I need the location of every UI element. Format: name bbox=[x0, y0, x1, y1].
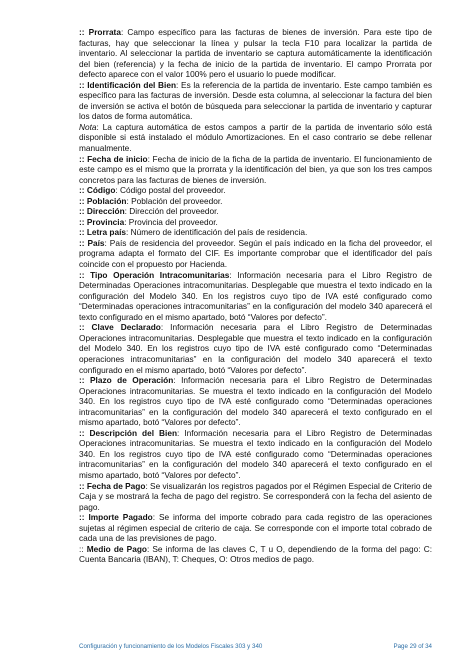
paragraph-descripcion-bien bbox=[79, 428, 432, 481]
paragraph-prorrata bbox=[79, 27, 432, 80]
desc-letra-pais: : Número de identificación del país de residencia. bbox=[126, 227, 308, 238]
footer-document-title: Configuración y funcionamiento de los Modelos Fiscales 303 y 340 bbox=[79, 643, 263, 650]
paragraph-tipo-operacion bbox=[79, 270, 432, 323]
term-clave-declarado: :: Clave Declarado bbox=[79, 322, 161, 333]
note-label: Nota bbox=[79, 121, 97, 132]
desc-pais: : País de residencia del proveedor. Según el país indicado en la ficha del proveedor, el programa adapta el formato del CIF. Es importante comprobar que el identificador del país coincide con el propuesto por Hacienda. bbox=[79, 237, 432, 270]
paragraph-plazo-operacion bbox=[79, 375, 432, 428]
term-prorrata: :: Prorrata bbox=[79, 27, 121, 37]
desc-plazo-operacion: : Información necesaria para el Libro Registro de Determinadas Operaciones intracomunitarias. Se muestra el texto indicado en la configuración del Modelo 340. En los registros cuyo tipo de IVA esté configurado como “Determinadas operaciones intracomunitarias” en la configuración del modelo 340 aparecerá el texto configurado en el mismo apartado, botó “Valores por defecto”. bbox=[79, 375, 432, 428]
paragraph-medio-pago bbox=[79, 544, 432, 565]
desc-descripcion-bien: : Información necesaria para el Libro Registro de Determinadas Operaciones intracomunitarias. Se muestra el texto indicado en la configuración del Modelo 340. En los registros cuyo tipo de IVA esté configurado como “Determinadas operaciones intracomunitarias” en la configuración del modelo 340 aparecerá el texto configurado en el mismo apartado, botó “Valores por defecto”. bbox=[79, 427, 432, 480]
paragraph-nota bbox=[79, 122, 432, 154]
term-fecha-inicio: :: Fecha de inicio bbox=[79, 153, 148, 164]
term-medio-pago-prefix: :: bbox=[79, 543, 87, 554]
desc-provincia: : Provincia del proveedor. bbox=[124, 216, 218, 227]
paragraph-letra-pais bbox=[79, 227, 432, 238]
footer-page-number: Page 29 of 34 bbox=[393, 643, 432, 650]
term-identificacion: :: Identificación del Bien bbox=[79, 79, 177, 90]
desc-medio-pago: : Se informa de las claves C, T u O, dependiendo de la forma del pago: C: Cuenta Bancaria (IBAN), T: Cheques, O: Otros medios de pago. bbox=[79, 543, 432, 565]
paragraph-clave-declarado bbox=[79, 322, 432, 375]
desc-tipo-operacion: : Información necesaria para el Libro Registro de Determinadas Operaciones intracomunitarias. Desplegable que muestra el texto indicado en la configuración del Modelo 340. En los registros cuyo tipo de IVA esté configurado como “Determinadas operaciones intracomunitarias” en la configuración del modelo 340 aparecerá el texto configurado en el mismo apartado, botó “Valores por defecto”. bbox=[79, 269, 432, 322]
desc-poblacion: : Población del proveedor. bbox=[126, 195, 223, 206]
paragraph-fecha-inicio bbox=[79, 154, 432, 186]
term-pais: :: País bbox=[79, 237, 105, 248]
paragraph-importe-pagado bbox=[79, 512, 432, 544]
term-letra-pais: :: Letra país bbox=[79, 227, 127, 238]
page-footer bbox=[79, 643, 432, 650]
term-provincia: :: Provincia bbox=[79, 216, 125, 227]
desc-prorrata: : Campo específico para las facturas de bienes de inversión. Para este tipo de facturas, hay que seleccionar la línea y pulsar la tecla F10 para localizar la partida de inventario. Al seleccionar la partida de inventario se captura automáticamente la identificación del bien (referencia) y la fecha de inicio de la partida de inventario. El campo Prorrata por defecto aparece con el valor 100% pero el usuario lo puede modificar. bbox=[79, 27, 432, 80]
document-body bbox=[79, 27, 432, 565]
desc-fecha-inicio: : Fecha de inicio de la ficha de la partida de inventario. El funcionamiento de este campo es el mismo que la prorrata y la identificación del bien, ya que son los tres campos concretos para las facturas de bienes de inversión. bbox=[79, 153, 432, 185]
paragraph-fecha-pago bbox=[79, 481, 432, 513]
desc-importe-pagado: : Se informa del importe cobrado para cada registro de las operaciones sujetas al régimen especial de criterio de caja. Se corresponde con el importe total cobrado de cada una de las previsiones de pago. bbox=[79, 512, 433, 544]
term-medio-pago: Medio de Pago bbox=[86, 543, 147, 554]
paragraph-poblacion bbox=[79, 196, 432, 207]
desc-codigo: : Código postal del proveedor. bbox=[115, 185, 226, 196]
paragraph-provincia bbox=[79, 217, 432, 228]
term-codigo: :: Código bbox=[79, 185, 116, 196]
paragraph-direccion bbox=[79, 206, 432, 217]
term-descripcion-bien: :: Descripción del Bien bbox=[79, 427, 178, 438]
desc-fecha-pago: : Se visualizarán los registros pagados por el Régimen Especial de Criterio de Caja y se mostrará la fecha de pago del registro. Se corresponderá con la fecha del asiento de pago. bbox=[79, 480, 433, 512]
term-plazo-operacion: :: Plazo de Operación bbox=[79, 375, 174, 386]
term-importe-pagado: :: Importe Pagado bbox=[79, 512, 153, 523]
desc-clave-declarado: : Información necesaria para el Libro Registro de Determinadas Operaciones intracomunitarias. Desplegable que muestra el texto indicado en la configuración del Modelo 340. En los registros cuyo tipo de IVA esté configurado como “Determinadas operaciones intracomunitarias” en la configuración del modelo 340 aparecerá el texto configurado en el mismo apartado, botó “Valores por defecto”. bbox=[79, 322, 432, 375]
desc-nota: : La captura automática de estos campos a partir de la partida de inventario sólo está disponible si está instalado el módulo Amortizaciones. En el caso contrario se debe rellenar manualmente. bbox=[79, 121, 432, 154]
desc-direccion: : Dirección del proveedor. bbox=[124, 206, 219, 217]
paragraph-identificacion bbox=[79, 80, 432, 122]
term-poblacion: :: Población bbox=[79, 195, 127, 206]
term-tipo-operacion: :: Tipo Operación Intracomunitarias bbox=[79, 269, 230, 280]
desc-identificacion: : Es la referencia de la partida de inventario. Este campo también es específico para las facturas de inversión. Desde esta columna, al seleccionar la factura del bien de inversión se activa el botón de búsqueda para seleccionar la partida de inventario y capturar los datos de forma automática. bbox=[79, 79, 432, 122]
paragraph-pais bbox=[79, 238, 432, 270]
term-direccion: :: Dirección bbox=[79, 206, 125, 217]
term-fecha-pago: :: Fecha de Pago bbox=[79, 480, 146, 491]
paragraph-codigo bbox=[79, 185, 432, 196]
